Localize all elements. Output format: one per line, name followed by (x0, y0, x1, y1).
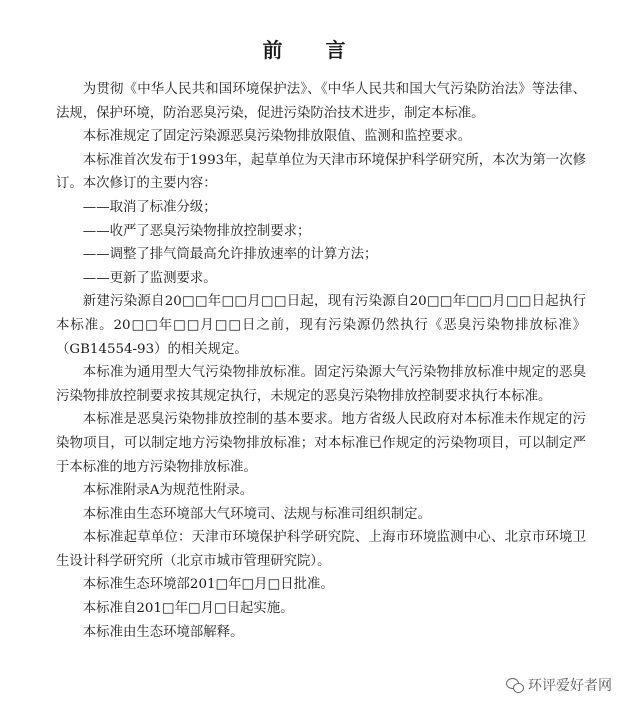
paragraph-interpretation: 本标准由生态环境部解释。 (82, 624, 244, 640)
paragraph-appendix: 本标准附录A为规范性附录。 (82, 483, 254, 499)
paragraph-history: 本标准首次发布于1993年，起草单位为天津市环境保护科学研究所，本次为第一次修订。本次修订的主要内容： (56, 152, 586, 192)
revision-item: ——收严了恶臭污染物排放控制要求； (82, 223, 311, 239)
paragraph-scope: 本标准规定了固定污染源恶臭污染物排放限值、监测和监控要求。 (82, 129, 472, 145)
watermark-text: 环评爱好者网 (528, 678, 612, 694)
paragraph-basic-requirements: 本标准是恶臭污染物排放控制的基本要求。地方省级人民政府对本标准未作规定的污染物项目，可以制定地方污染物排放标准；对本标准已作规定的污染物项目，可以制定严于本标准的地方污染物排放标准。 (56, 412, 586, 475)
watermark (506, 675, 612, 695)
revision-item: ——调整了排气筒最高允许排放速率的计算方法； (82, 247, 378, 263)
revision-item: ——更新了监测要求。 (82, 270, 217, 286)
wechat-icon (506, 678, 524, 692)
paragraph-purpose: 为贯彻《中华人民共和国环境保护法》、《中华人民共和国大气污染防治法》等法律、法规，保护环境，防治恶臭污染，促进污染防治技术进步，制定本标准。 (56, 82, 586, 121)
paragraph-drafters: 本标准起草单位：天津市环境保护科学研究院、上海市环境监测中心、北京市环境卫生设计科学研究所（北京市城市管理研究院）。 (56, 530, 586, 569)
paragraph-general-type: 本标准为通用型大气污染物排放标准。固定污染源大气污染物排放标准中规定的恶臭污染物排放控制要求按其规定执行，未规定的恶臭污染物排放控制要求执行本标准。 (56, 365, 586, 404)
page-title: 前 言 (262, 38, 364, 62)
revision-item: ——取消了标准分级； (82, 199, 217, 215)
paragraph-approval: 本标准生态环境部201□年□月□日批准。 (82, 577, 334, 593)
paragraph-effective-dates: 新建污染源自20□□年□□月□□日起，现有污染源自20□□年□□月□□日起执行本标准。20□□年□□月□□日之前，现有污染源仍然执行《恶臭污染物排放标准》（GB14554-93）的相关规定。 (56, 294, 586, 357)
foreword-body (56, 78, 586, 644)
paragraph-organizer: 本标准由生态环境部大气环境司、法规与标准司组织制定。 (82, 506, 431, 522)
paragraph-implementation: 本标准自201□年□月□日起实施。 (82, 601, 294, 617)
